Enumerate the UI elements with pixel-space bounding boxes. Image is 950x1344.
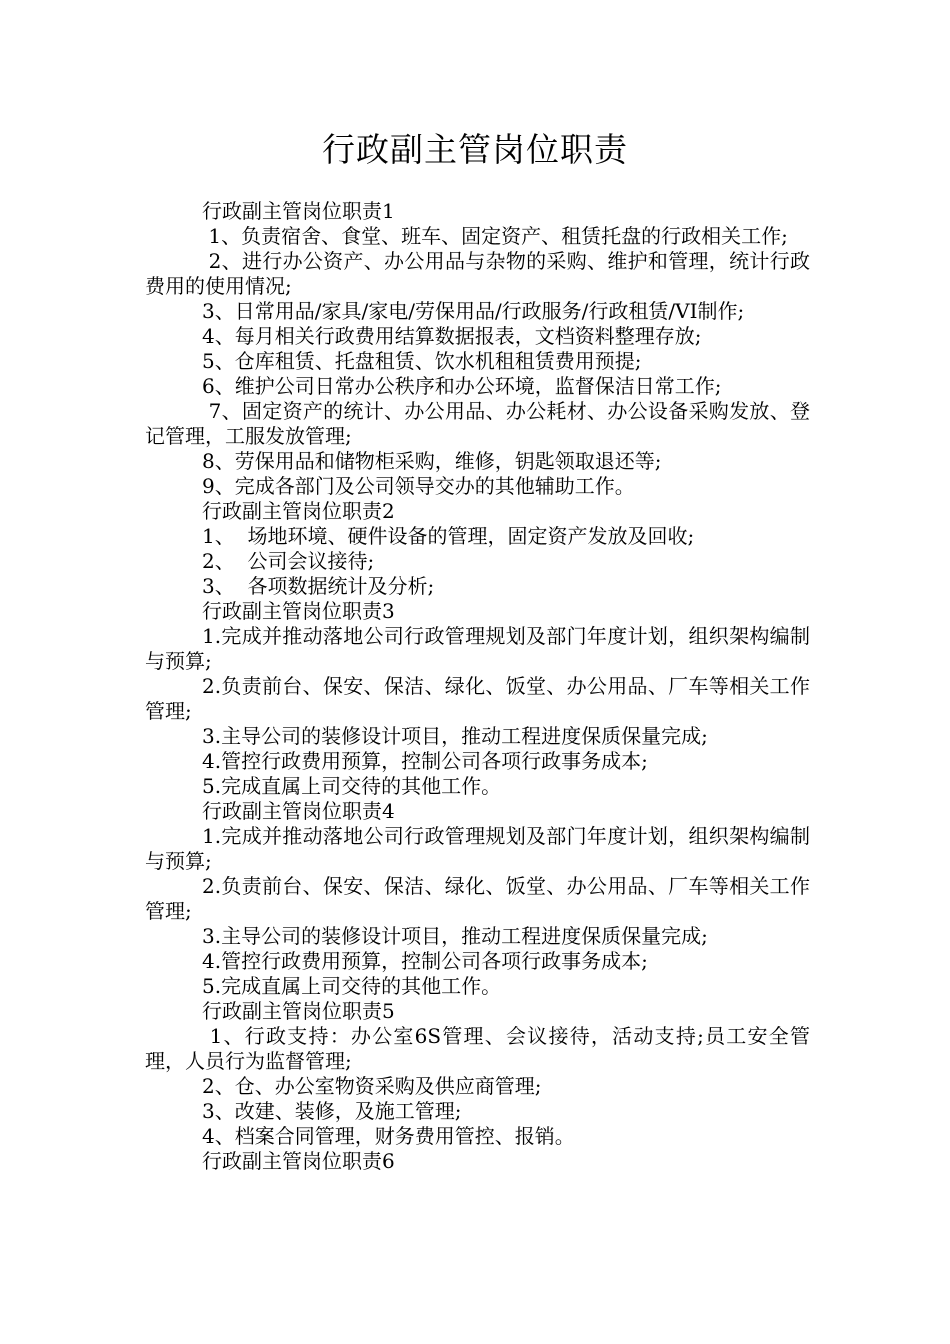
duty-item: 1、负责宿舍、食堂、班车、固定资产、租赁托盘的行政相关工作; [202,224,788,248]
duty-item: 2、仓、办公室物资采购及供应商管理; [202,1074,542,1098]
section-heading-2: 行政副主管岗位职责2 [202,499,395,523]
section-heading-4: 行政副主管岗位职责4 [202,799,395,823]
duty-item: 2.负责前台、保安、保洁、绿化、饭堂、办公用品、厂车等相关工作管理; [145,674,810,723]
duty-item: 3.主导公司的装修设计项目，推动工程进度保质保量完成; [202,924,708,948]
duty-item: 1.完成并推动落地公司行政管理规划及部门年度计划，组织架构编制与预算; [145,624,810,673]
duty-item: 9、完成各部门及公司领导交办的其他辅助工作。 [202,474,635,498]
duty-item: 3.主导公司的装修设计项目，推动工程进度保质保量完成; [202,724,708,748]
duty-item: 2、进行办公资产、办公用品与杂物的采购、维护和管理，统计行政费用的使用情况; [145,249,810,298]
page-title: 行政副主管岗位职责 [322,130,628,169]
duty-item: 1.完成并推动落地公司行政管理规划及部门年度计划，组织架构编制与预算; [145,824,810,873]
section-heading-5: 行政副主管岗位职责5 [202,999,395,1023]
duty-item: 6、维护公司日常办公秩序和办公环境，监督保洁日常工作; [202,374,722,398]
duty-item: 4、每月相关行政费用结算数据报表，文档资料整理存放; [202,324,702,348]
duty-item: 4、档案合同管理，财务费用管控、报销。 [202,1124,575,1148]
duty-item: 5.完成直属上司交待的其他工作。 [202,774,502,798]
section-heading-1: 行政副主管岗位职责1 [202,199,395,223]
duty-item: 8、劳保用品和储物柜采购，维修，钥匙领取退还等; [202,449,662,473]
duty-item: 5、仓库租赁、托盘租赁、饮水机租租赁费用预提; [202,349,642,373]
duty-item: 3、改建、装修，及施工管理; [202,1099,462,1123]
document-body [145,199,810,1174]
duty-item: 2.负责前台、保安、保洁、绿化、饭堂、办公用品、厂车等相关工作管理; [145,874,810,923]
duty-item: 1、行政支持：办公室6S管理、会议接待，活动支持;员工安全管理，人员行为监督管理; [145,1024,810,1073]
duty-item: 7、固定资产的统计、办公用品、办公耗材、办公设备采购发放、登记管理，工服发放管理; [145,399,810,448]
section-heading-3: 行政副主管岗位职责3 [202,599,395,623]
duty-item: 3、日常用品/家具/家电/劳保用品/行政服务/行政租赁/VI制作; [202,299,745,323]
section-heading-6: 行政副主管岗位职责6 [202,1149,395,1173]
duty-item: 4.管控行政费用预算，控制公司各项行政事务成本; [202,749,648,773]
duty-item: 3、 各项数据统计及分析; [202,574,435,598]
duty-item: 5.完成直属上司交待的其他工作。 [202,974,502,998]
duty-item: 2、 公司会议接待; [202,549,375,573]
duty-item: 4.管控行政费用预算，控制公司各项行政事务成本; [202,949,648,973]
duty-item: 1、 场地环境、硬件设备的管理，固定资产发放及回收; [202,524,695,548]
